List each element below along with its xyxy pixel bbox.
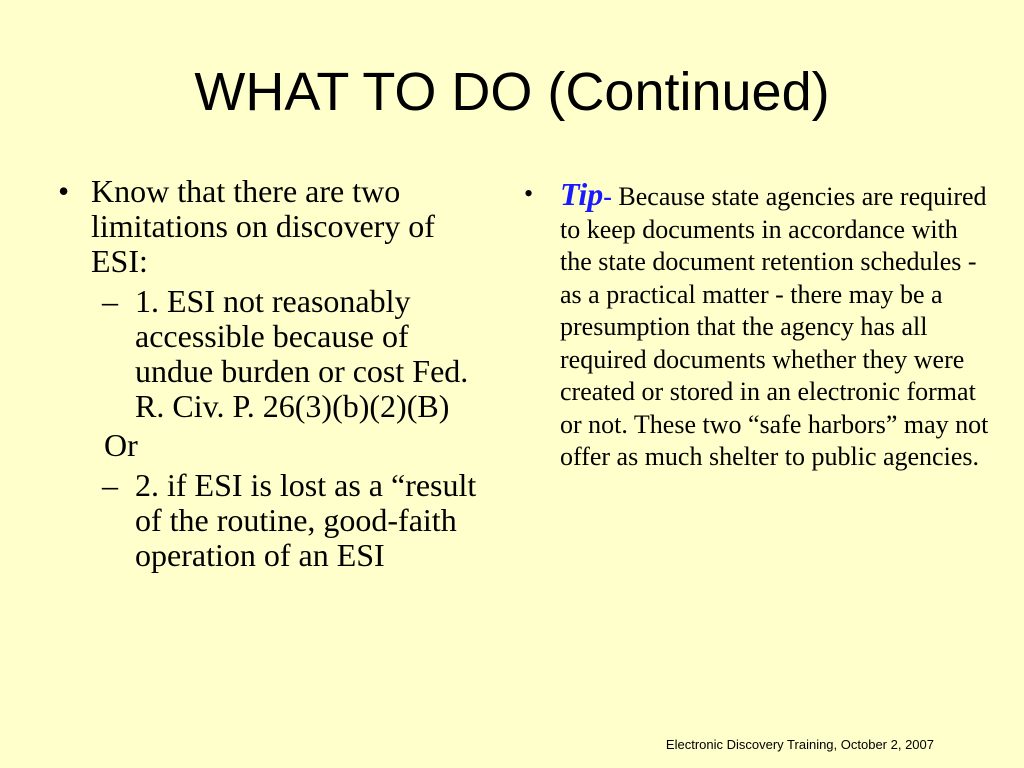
sub-bullet-1-text: 1. ESI not reasonably accessible because of undue burden or cost Fed. R. Civ. P. 26(3)(b)(2)(B): [135, 283, 469, 424]
slide-title: WHAT TO DO (Continued): [194, 62, 830, 122]
dash-marker: –: [102, 283, 118, 319]
tip-paragraph: [560, 178, 994, 474]
main-bullet: [58, 174, 488, 279]
right-column: [524, 178, 994, 474]
or-separator: Or: [104, 427, 138, 463]
bullet-marker: •: [58, 173, 70, 209]
tip-label: Tip: [560, 176, 604, 212]
bullet-marker: •: [524, 179, 534, 208]
main-bullet-text: Know that there are two limitations on discovery of ESI:: [91, 173, 435, 279]
sub-bullet-2-text: 2. if ESI is lost as a “result of the routine, good-faith operation of an ESI: [135, 467, 477, 573]
dash-marker: –: [102, 467, 118, 503]
tip-bullet: [524, 178, 994, 474]
left-column: [58, 174, 488, 573]
sub-bullet-1: [102, 284, 488, 424]
slide-footer: Electronic Discovery Training, October 2, 2007: [665, 737, 934, 752]
tip-dash: -: [603, 182, 612, 211]
sub-bullet-2: [102, 468, 488, 573]
tip-text: Because state agencies are required to keep documents in accordance with the state document retention schedules - as a practical matter - there may be a presumption that the agency has all required documents whether they were created or stored in an electronic format or not. These two “safe harbors” may not offer as much shelter to public agencies.: [560, 182, 989, 471]
